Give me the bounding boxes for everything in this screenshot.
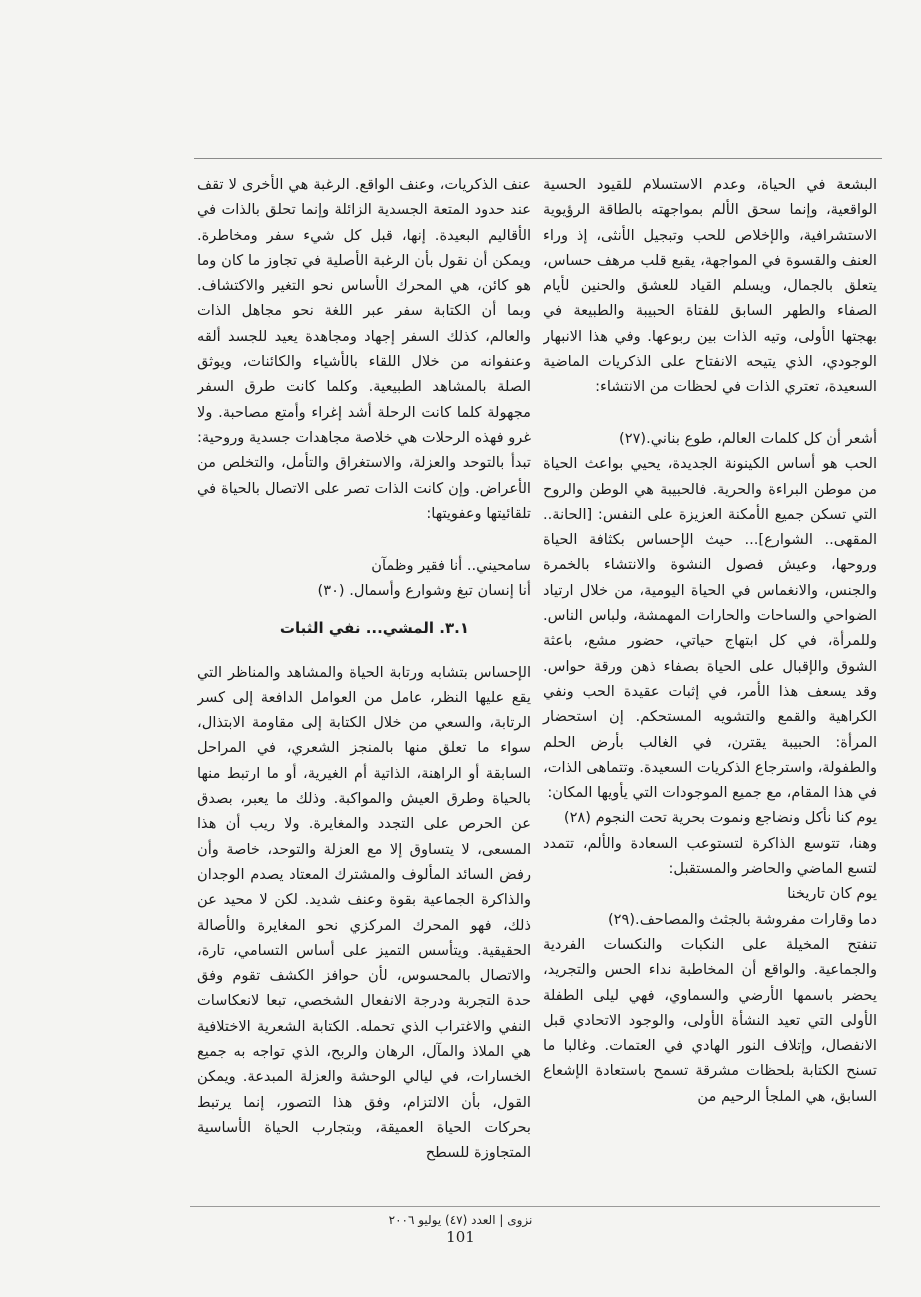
right-poem-line-2: يوم كنا نأكل ونضاجع ونموت بحرية تحت النجوم (٢٨) (563, 809, 877, 827)
right-poem-line-1: أشعر أن كل كلمات العالم، طوع بناني.(٢٧) (619, 430, 877, 447)
right-poem-line-3: يوم كان تاريخنا (787, 885, 877, 903)
right-paragraph-1: البشعة في الحياة، وعدم الاستسلام للقيود الحسية الواقعية، وإنما سحق الألم بمواجهته بالطاقة الرؤيوية الاستشرافية، والإخلاص للحب وتبجيل الأنثى، إذ وراء العنف والقسوة في المواجهة، يقبع قلب مرهف حساس، يتعلق بالجمال، ويسلم القياد للعشق والحنين لأيام الصفاء والطهر السابق للفتاة الحبيبة والطبيعة في بهجتها الأولى، وتيه الذات بين ربوعها. وفي هذا الانبهار الوجودي، الذي يتيحه الانفتاح على الذكريات الماضية السعيدة، تعتري الذات في لحظات من الانتشاء: (543, 176, 877, 396)
left-paragraph-1: عنف الذكريات، وعنف الواقع. الرغبة هي الأخرى لا تقف عند حدود المتعة الجسدية الزائلة وإنما تحلق بالذات في الأقاليم البعيدة. إنها، قبل كل شيء سفر ومخاطرة. ويمكن أن نقول بأن الرغبة الأصلية في تجاوز ما كان وما هو كائن، هي المحرك الأساس نحو التغير والاكتشاف. وبما أن الكتابة سفر عبر اللغة نحو مجاهل الذات والعالم، كذلك السفر إجهاد ومجاهدة يعيد للجسد ألقه وعنفوانه من خلال اللقاء بالأشياء والكائنات، ويوثق الصلة بالمشاهد الطبيعية. وكلما كانت طرق السفر مجهولة كلما كانت الرحلة أشد إغراء وأمتع مصاحبة. ولا غرو فهذه الرحلات هي خلاصة مجاهدات جسدية وروحية: تبدأ بالتوحد والعزلة، والاستغراق والتأمل، والتخلص من الأعراض. وإن كانت الذات تصر على الاتصال بالحياة في تلقائيتها وعفويتها: (197, 176, 531, 522)
section-heading: ٣.١. المشي... نفي الثبات (279, 618, 469, 637)
right-paragraph-3: وهنا، تتوسع الذاكرة لتستوعب السعادة والألم، تتمدد لتسع الماضي والحاضر والمستقبل: (543, 834, 877, 878)
footer-rule (190, 1206, 880, 1207)
top-rule (194, 158, 882, 159)
right-paragraph-2: الحب هو أساس الكينونة الجديدة، يحيي بواعث الحياة من موطن البراءة والحرية. فالحبيبة هي الوطن والروح التي تسكن جميع الأمكنة العزيزة على النفس: [الحانة.. المقهى.. الشوارع]... حيث الإحساس بكثافة الحياة وروحها، وعيش فصول النشوة والانتشاء بالخمرة والجنس، والانغماس في الحياة اليومية، من خلال ارتياد الضواحي والساحات والحارات المهمشة، ولباس الناس. وللمرأة، في كل ابتهاج حياتي، حضور مشع، باعثة الشوق والإقبال على الحياة بصفاء ذهن ورقة حواس. وقد يسعف هذا الأمر، في إثبات عقيدة الحب ونفي الكراهية والقمع والتشويه المستحكم. إن استحضار المرأة: الحبيبة يقترن، في الغالب بأرض الحلم والطفولة، واسترجاع الذكريات السعيدة. وتتماهى الذات، في هذا المقام، مع جميع الموجودات التي يأويها المكان: (543, 455, 877, 802)
running-head: نزوى | العدد (٤٧) يوليو ٢٠٠٦ (388, 1213, 533, 1227)
left-poem (197, 553, 531, 604)
right-paragraph-4: تنفتح المخيلة على النكبات والنكسات الفردية والجماعية. والواقع أن المخاطبة نداء الحس والتجريد، يحضر باسمها الأرضي والسماوي، فهي ليلى الطفلة الأولى التي تعيد النشأة الأولى، والوجود الاتحادي قبل الانفصال، وإتلاف النور الهادي في العتمات. وغالبا ما تسنح الكتابة بلحظات مشرقة تسمح باستعادة الإشعاع السابق، هي الملجأ الرحيم من (543, 935, 877, 1105)
left-poem-line-2: أنا إنسان تبغ وشوارع وأسمال. (٣٠) (317, 582, 531, 600)
page-number: 101 (446, 1228, 475, 1246)
right-column (543, 172, 877, 1109)
left-poem-line-1: سامحيني.. أنا فقير وظمآن (371, 557, 531, 574)
left-paragraph-2: الإحساس بتشابه ورتابة الحياة والمشاهد والمناظر التي يقع عليها النظر، عامل من العوامل الدافعة إلى كسر الرتابة، والسعي من خلال الكتابة إلى مقاومة الابتذال، سواء ما تعلق منها بالمنجز الشعري، في المراحل السابقة أو الراهنة، الذاتية أم الغيرية، أو ما ارتبط منها بالحياة وطرق العيش والمواكبة. وذلك ما يعبر، بصدق عن الحرص على التجدد والمغايرة. ولا ريب أن هذا المسعى، لا يتساوق إلا مع العزلة والتوحد، خاصة وأن رفض السائد المألوف والمشترك المعتاد يصدم الوجدان والذاكرة الجماعية بقوة وعنف شديد. لكن لا محيد عن ذلك، فهو المحرك المركزي نحو المغايرة والأصالة الحقيقية. ويتأسس التميز على أساس التسامي، تارة، والاتصال بالمحسوس، لأن حوافز الكشف تقوم وفق حدة التجربة ودرجة الانفعال الشخصي، تبعا لانعكاسات النفي والاغتراب الذي تحمله. الكتابة الشعرية الاختلافية هي الملاذ والمآل، الرهان والربح، الذي تواجه به جميع الخسارات، في ليالي الوحشة والعزلة المبدعة. ويمكن القول، بأن الالتزام، وفق هذا التصور، إنما يرتبط بحركات الحياة العميقة، وبتجارب الحياة الأساسية المتجاوزة للسطح (197, 663, 531, 1162)
left-column (197, 172, 531, 1220)
right-poem-line-4: دما وقارات مفروشة بالجثث والمصاحف.(٢٩) (607, 910, 877, 928)
